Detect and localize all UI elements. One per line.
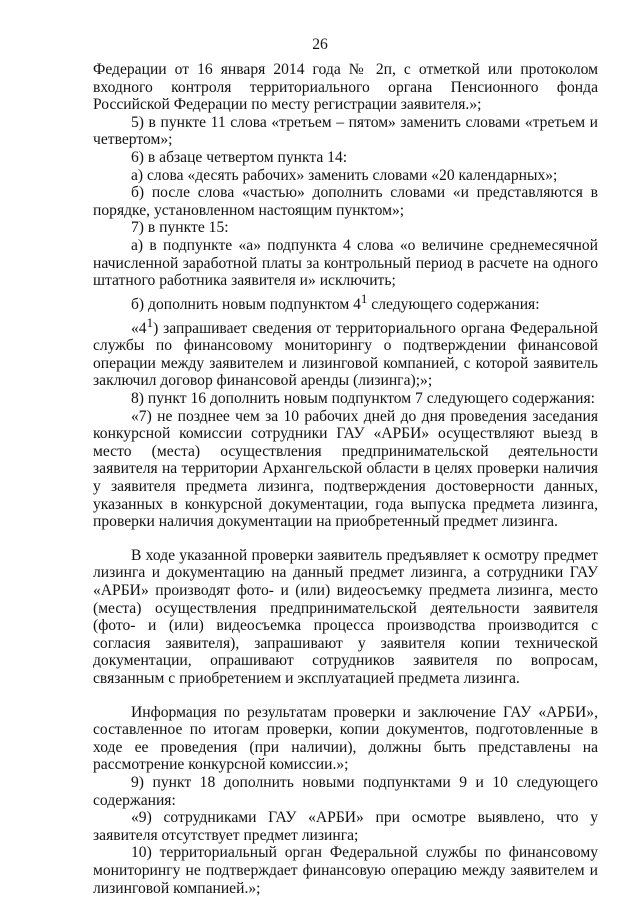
paragraph: 8) пункт 16 дополнить новым подпунктом 7 следующего содержания: bbox=[131, 390, 595, 408]
paragraph: 9) пункт 18 дополнить новыми подпунктами 9 и 10 следующего содержания: bbox=[93, 773, 598, 809]
paragraph: Информация по результатам проверки и заключение ГАУ «АРБИ», составленное по итогам проверки, копии документов, подготовленные в ходе ее проведения (при наличии), должны быть представлены на рассмотрение конкурсной комиссии.»; bbox=[93, 703, 598, 774]
paragraph: 6) в абзаце четвертом пункта 14: bbox=[131, 148, 348, 166]
paragraph: 7) в пункте 15: bbox=[131, 219, 229, 237]
paragraph: б) после слова «частью» дополнить словами «и представляются в порядке, установленном настоящим пунктом»; bbox=[93, 184, 598, 219]
paragraph: «9) сотрудниками ГАУ «АРБИ» при осмотре выявлено, что у заявителя отсутствует предмет лизинга; bbox=[93, 809, 598, 844]
paragraph-text: б) дополнить новым подпунктом 4 bbox=[131, 295, 361, 313]
paragraph-text: ) запрашивает сведения от территориального органа Федеральной службы по финансовому мониторингу о подтверждении финансовой операции между заявителем и лизинговой компанией, с которой заявитель заключил договор финансовой аренды (лизинга);»; bbox=[93, 319, 598, 390]
paragraph: «7) не позднее чем за 10 рабочих дней до дня проведения заседания конкурсной комиссии сотрудники ГАУ «АРБИ» осуществляют выезд в место (места) осуществления предпринимательской деятельности заявителя на территории Архангельской области в целях проверки наличия у заявителя предмета лизинга, подтверждения достоверности данных, указанных в конкурсной документации, года выпуска предмета лизинга, проверки наличия документации на приобретенный предмет лизинга. bbox=[93, 407, 598, 531]
paragraph: а) в подпункте «а» подпункта 4 слова «о величине среднемесячной начисленной заработной платы за контрольный период в расчете на одного штатного работника заявителя и» исключить; bbox=[93, 236, 598, 290]
superscript: 1 bbox=[146, 314, 154, 330]
paragraph: 10) территориальный орган Федеральной службы по финансовому мониторингу не подтверждает финансовую операцию между заявителем и лизинговой компанией.»; bbox=[93, 844, 598, 897]
document-body bbox=[93, 61, 598, 897]
paragraph: 5) в пункте 11 слова «третьем – пятом» заменить словами «третьем и четвертом»; bbox=[93, 113, 598, 149]
paragraph-text: «4 bbox=[131, 319, 147, 337]
paragraph bbox=[93, 314, 598, 391]
paragraph-text: следующего содержания: bbox=[367, 295, 540, 313]
paragraph: а) слова «десять рабочих» заменить словами «20 календарных»; bbox=[131, 166, 558, 184]
paragraph: Федерации от 16 января 2014 года № 2п, с отметкой или протоколом входного контроля территориального органа Пенсионного фонда Российской Федерации по месту регистрации заявителя.»; bbox=[93, 61, 598, 114]
page-number: 26 bbox=[312, 36, 328, 53]
superscript: 1 bbox=[360, 290, 368, 306]
paragraph bbox=[93, 290, 598, 314]
paragraph: В ходе указанной проверки заявитель предъявляет к осмотру предмет лизинга и документацию на данный предмет лизинга, а сотрудники ГАУ «АРБИ» производят фото- и (или) видеосъемку предмета лизинга, место (места) осуществления предпринимательской деятельности заявителя (фото- и (или) видеосъемка процесса производства производится с согласия заявителя), запрашивают у заявителя копии технической документации, опрашивают сотрудников заявителя по вопросам, связанным с приобретением и эксплуатацией предмета лизинга. bbox=[93, 546, 598, 687]
